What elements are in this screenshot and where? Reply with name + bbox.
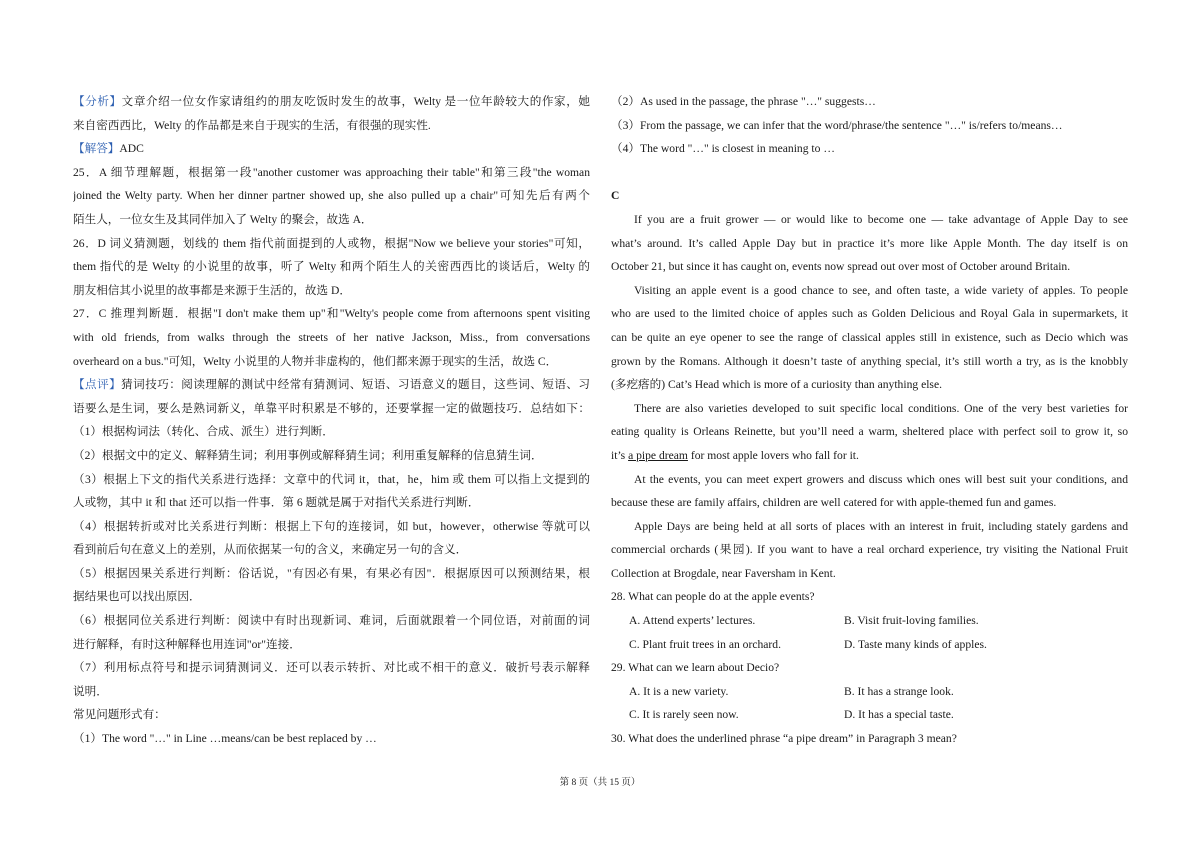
options-row (611, 680, 1128, 704)
passage-line: grown by the Romans. Although it doesn’t taste of anything special, it’s still worth a try, as is the knobbly (611, 354, 1128, 368)
option-d: D. It has a special taste. (844, 708, 954, 722)
options-row (611, 703, 1128, 727)
passage-line: If you are a fruit grower — or would like to become one — take advantage of Apple Day to see (634, 212, 1128, 226)
comment-line: 【点评】猜词技巧：阅读理解的测试中经常有猜测词、短语、习语意义的题目，这些词、短语、习 (73, 378, 590, 392)
tip-line: （7）利用标点符号和提示词猜测词义．还可以表示转折、对比或不相干的意义．破折号表示解释 (73, 661, 590, 675)
option-b: B. Visit fruit-loving families. (844, 614, 979, 628)
underlined-phrase: a pipe dream (628, 448, 688, 462)
question-form-line: （3）From the passage, we can infer that the word/phrase/the sentence "…" is/refers to/means… (611, 118, 1063, 132)
options-row (611, 633, 1128, 657)
tip-line: 进行解释，有时这种解释也用连词"or"连接． (73, 637, 301, 651)
tip-line: （2）根据文中的定义、解释猜生词；利用事例或解释猜生词；利用重复解释的信息猜生词． (73, 448, 543, 462)
question-28: 28. What can people do at the apple events? (611, 590, 815, 604)
options-row (611, 609, 1128, 633)
option-b: B. It has a strange look. (844, 684, 954, 698)
tip-line: （6）根据同位关系进行判断：阅读中有时出现新词、难词，后面就跟着一个同位语，对前面的词 (73, 614, 590, 628)
question-form-line: （4）The word "…" is closest in meaning to … (611, 142, 835, 156)
analysis-tag: 【分析】 (73, 95, 122, 108)
passage-line: (多疙瘩的) Cat’s Head which is more of a curiosity than anything else. (611, 378, 942, 392)
answer-tag: 【解答】 (73, 142, 120, 156)
q26-line: 朋友相信其小说里的故事都是来源于生活的，故选 D． (73, 283, 351, 297)
right-column (611, 90, 1128, 751)
q27-line: with old friends, from walks through the streets of her native Jackson, Miss., from conversations (73, 330, 590, 344)
passage-line: who are used to the limited choice of apples such as Golden Delicious and Royal Gala in supermarkets, it (611, 307, 1128, 321)
passage-line: it’s a pipe dream for most apple lovers who fall for it. (611, 448, 859, 462)
tip-line: （4）根据转折或对比关系进行判断：根据上下句的连接词，如 but，however，otherwise 等就可以 (73, 519, 590, 533)
tip-line: （5）根据因果关系进行判断：俗话说，"有因必有果，有果必有因"．根据原因可以预测结果，根 (73, 566, 590, 580)
option-a: A. It is a new variety. (629, 684, 729, 698)
q27-line: overheard on a bus."可知，Welty 小说里的人物并非虚构的，他们都来源于现实的生活，故选 C． (73, 354, 558, 368)
question-form-line: （1）The word "…" in Line …means/can be best replaced by … (73, 732, 377, 746)
tip-line: 说明． (73, 684, 108, 698)
passage-line: Apple Days are being held at all sorts of places with an interest in fruit, including stately gardens and (634, 519, 1128, 533)
q25-line: joined the Welty party. When her dinner partner showed up, she also pulled up a chair"可知先后有两个 (73, 189, 590, 203)
comment-line: 语要么是生词，要么是熟词新义，单靠平时积累是不够的，还要掌握一定的做题技巧．总结如下： (73, 401, 590, 415)
passage-line: can be quite an eye opener to see the range of classical apples still in existence, such as Decio which was (611, 330, 1128, 344)
passage-line: Visiting an apple event is a good chance to see, and often taste, a wide variety of apples. To people (634, 283, 1128, 297)
common-forms-heading: 常见问题形式有： (73, 708, 166, 722)
question-29: 29. What can we learn about Decio? (611, 661, 780, 675)
tip-line: （1）根据构词法（转化、合成、派生）进行判断． (73, 425, 334, 439)
analysis-line: 来自密西西比，Welty 的作品都是来自于现实的生活，有很强的现实性. (73, 118, 431, 132)
passage-line: At the events, you can meet expert growers and discuss which ones will best suit your conditions, and (634, 472, 1128, 486)
q27-line: 27．C 推理判断题．根据"I don't make them up"和"Welty's people come from afternoons spent visiting (73, 307, 590, 321)
passage-line: Collection at Brogdale, near Faversham in Kent. (611, 566, 836, 580)
q25-line: 25．A 细节理解题，根据第一段"another customer was approaching their table"和第三段"the woman (73, 165, 590, 179)
passage-line: October 21, but since it has caught on, events now spread out over most of October around Britain. (611, 260, 1071, 274)
passage-line: because these are family affairs, children are well catered for with apple-themed fun and games. (611, 496, 1057, 510)
question-30: 30. What does the underlined phrase “a pipe dream” in Paragraph 3 mean? (611, 732, 957, 746)
q26-line: them 指代的是 Welty 的小说里的故事，听了 Welty 和两个陌生人的关密西西比的谈话后，Welty 的 (73, 260, 590, 274)
option-d: D. Taste many kinds of apples. (844, 637, 987, 651)
q26-line: 26．D 词义猜测题，划线的 them 指代前面提到的人或物，根据"Now we believe your stories"可知， (73, 236, 590, 250)
passage-line: There are also varieties developed to suit specific local conditions. One of the very best varieties for (634, 401, 1128, 415)
tip-line: （3）根据上下文的指代关系进行选择：文章中的代词 it，that，he，him 或 them 可以指上文提到的 (73, 472, 590, 486)
passage-line: eating quality is Orleans Reinette, but you’ll need a warm, sheltered place with perfect soil to grow it, so (611, 425, 1128, 439)
passage-line: what’s around. It’s called Apple Day but in practice it’s more like Apple Month. The day itself is on (611, 236, 1128, 250)
tip-line: 人或物，其中 it 和 that 还可以指一件事．第 6 题就是属于对指代关系进行判断． (73, 496, 480, 510)
option-a: A. Attend experts’ lectures. (629, 614, 756, 628)
analysis-line: 【分析】文章介绍一位女作家请组约的朋友吃饭时发生的故事，Welty 是一位年龄较大的作家，她 (73, 95, 590, 108)
question-form-line: （2）As used in the passage, the phrase "…" suggests… (611, 95, 876, 108)
tip-line: 看到前后句在意义上的差别，从而依据某一句的含义，来确定另一句的含义． (73, 543, 468, 557)
page-footer: 第 8 页（共 15 页） (559, 778, 641, 788)
option-c: C. It is rarely seen now. (629, 708, 739, 722)
left-column (73, 90, 590, 751)
section-heading: C (611, 189, 620, 203)
tip-line: 据结果也可以找出原因． (73, 590, 201, 604)
passage-line: commercial orchards (果园). If you want to have a real orchard experience, try visiting the National Fruit (611, 543, 1128, 557)
q25-line: 陌生人，一位女生及其同伴加入了 Welty 的聚会，故选 A． (73, 212, 373, 226)
option-c: C. Plant fruit trees in an orchard. (629, 637, 781, 651)
comment-tag: 【点评】 (73, 378, 122, 392)
answer-line: 【解答】ADC (73, 142, 144, 156)
